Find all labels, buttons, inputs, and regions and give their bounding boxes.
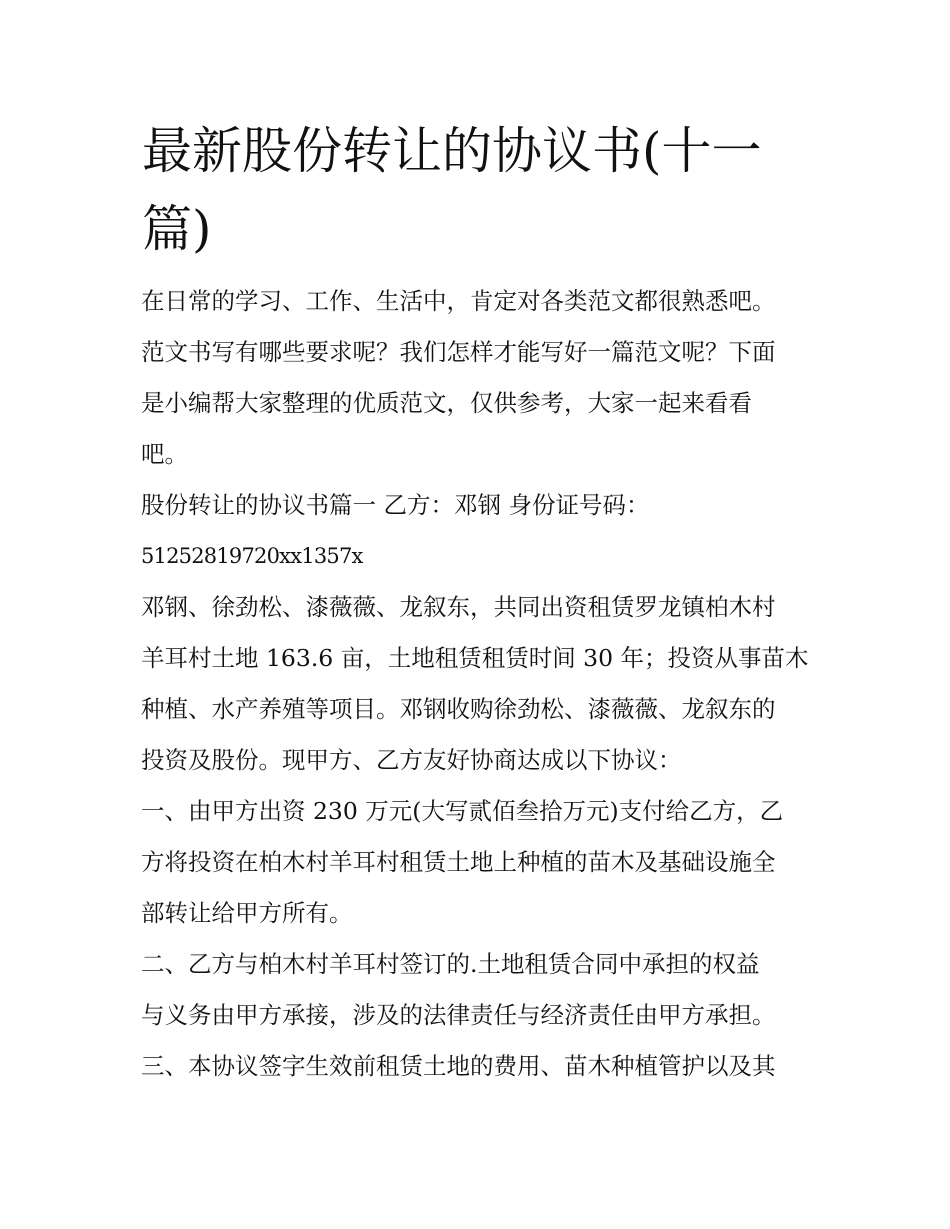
clause-line: 部转让给甲方所有。 [141, 899, 353, 927]
document-title [142, 112, 822, 268]
document-body [141, 276, 831, 1092]
clause-line: 三、本协议签字生效前租赁土地的费用、苗木种植管护以及其 [141, 1052, 776, 1080]
clause-line: 二、乙方与柏木村羊耳村签订的.土地租赁合同中承担的权益 [141, 950, 760, 978]
paragraph-line: 投资及股份。现甲方、乙方友好协商达成以下协议： [141, 746, 682, 774]
paragraph-line: 是小编帮大家整理的优质范文，仅供参考，大家一起来看看 [141, 389, 752, 417]
clause-line: 与义务由甲方承接，涉及的法律责任与经济责任由甲方承担。 [141, 1001, 776, 1029]
paragraph-line: 股份转让的协议书篇一 乙方：邓钢 身份证号码： [141, 491, 650, 519]
title-line: 篇) [142, 200, 212, 258]
paragraph-line: 种植、水产养殖等项目。邓钢收购徐劲松、漆薇薇、龙叙东的 [141, 695, 776, 723]
paragraph-line: 羊耳村土地 163.6 亩，土地租赁租赁时间 30 年；投资从事苗木 [141, 644, 809, 672]
title-line: 最新股份转让的协议书(十一 [142, 122, 762, 180]
paragraph-line: 在日常的学习、工作、生活中，肯定对各类范文都很熟悉吧。 [141, 287, 776, 315]
id-number-line: 51252819720xx1357x [141, 544, 363, 568]
clause-line: 方将投资在柏木村羊耳村租赁土地上种植的苗木及基础设施全 [141, 848, 776, 876]
clause-line: 一、由甲方出资 230 万元(大写贰佰叁拾万元)支付给乙方，乙 [141, 797, 784, 825]
paragraph-line: 邓钢、徐劲松、漆薇薇、龙叙东，共同出资租赁罗龙镇柏木村 [141, 593, 776, 621]
paragraph-line: 范文书写有哪些要求呢？我们怎样才能写好一篇范文呢？下面 [141, 338, 776, 366]
paragraph-line: 吧。 [141, 440, 188, 468]
